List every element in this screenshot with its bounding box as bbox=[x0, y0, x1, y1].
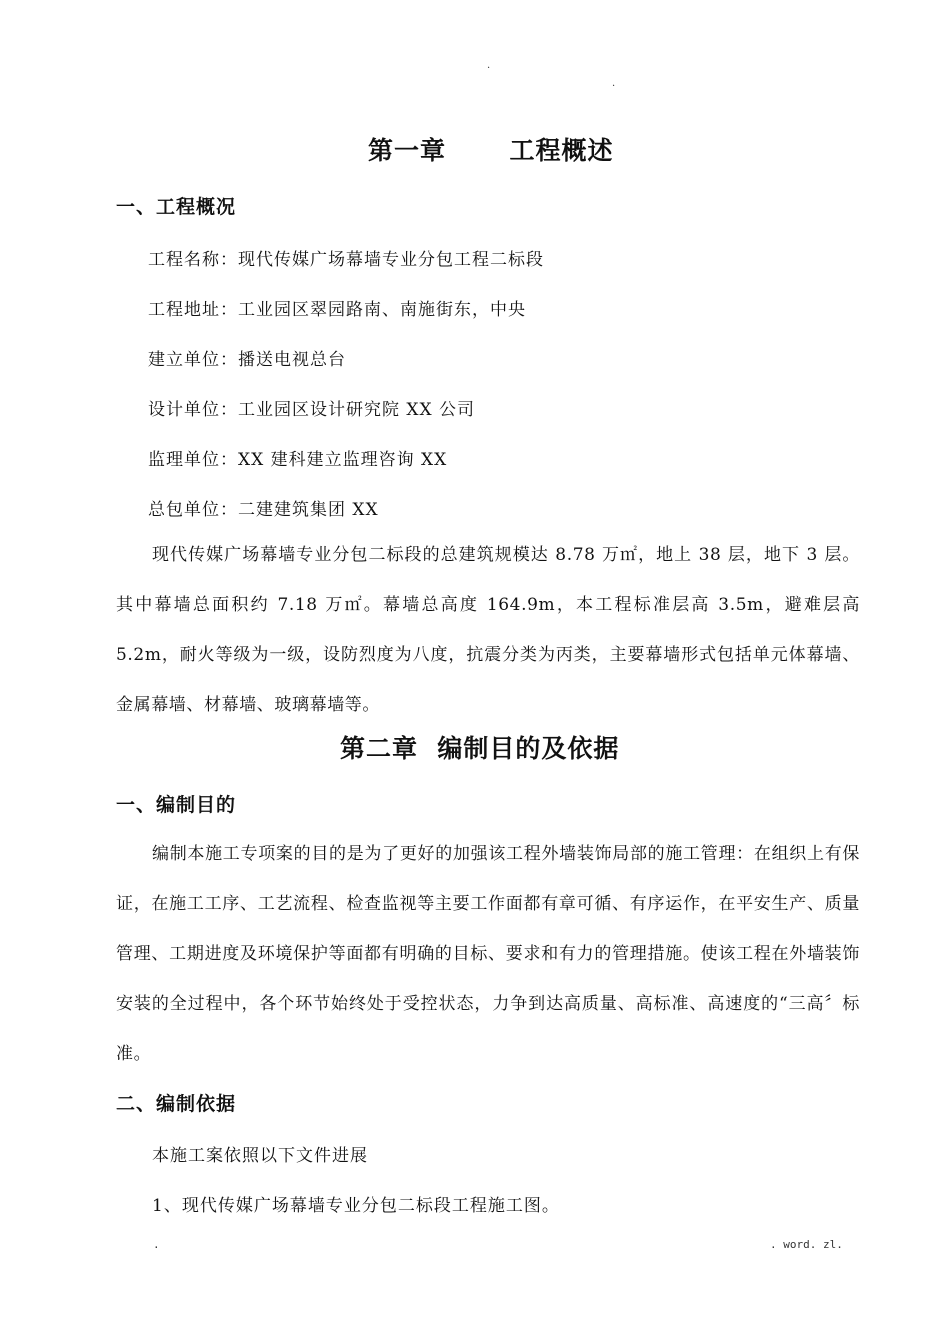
design-unit-line: 设计单位：工业园区设计研究院 XX 公司 bbox=[148, 400, 476, 420]
overview-paragraph: 现代传媒广场幕墙专业分包二标段的总建筑规模达 8.78 万㎡，地上 38 层，地下 3 层。其中幕墙总面积约 7.18 万㎡。幕墙总高度 164.9m，本工程标准层高 3.5m，避难层高 5.2m，耐火等级为一级，设防烈度为八度，抗震分类为丙类，主要幕墙形式包括单元体幕墙、金属幕墙、材幕墙、玻璃幕墙等。 bbox=[116, 545, 860, 715]
header-dot-right: . bbox=[612, 78, 616, 89]
section-overview-title: 一、工程概况 bbox=[116, 196, 237, 218]
chapter-1-label: 第一章 bbox=[368, 136, 447, 165]
owner-unit-line: 建立单位：播送电视总台 bbox=[148, 350, 346, 370]
chapter-2-heading: 第二章 编制目的及依据 bbox=[340, 734, 620, 763]
chapter-1-title: 工程概述 bbox=[509, 136, 614, 165]
supervision-unit-line: 监理单位：XX 建科建立监理咨询 XX bbox=[148, 450, 448, 470]
chapter-1-heading bbox=[368, 131, 613, 167]
project-address-line: 工程地址：工业园区翠园路南、南施街东，中央 bbox=[148, 300, 526, 320]
section-purpose-title: 一、编制目的 bbox=[116, 794, 237, 816]
footer-dot: . bbox=[153, 1238, 160, 1251]
section-basis-title: 二、编制依据 bbox=[116, 1093, 237, 1115]
basis-item-1: 1、现代传媒广场幕墙专业分包二标段工程施工图。 bbox=[152, 1196, 560, 1216]
general-contractor-line: 总包单位：二建建筑集团 XX bbox=[148, 500, 379, 520]
footer-watermark: . word. zl. bbox=[770, 1238, 843, 1251]
basis-intro: 本施工案依照以下文件进展 bbox=[152, 1146, 368, 1166]
purpose-paragraph: 编制本施工专项案的目的是为了更好的加强该工程外墙装饰局部的施工管理：在组织上有保证，在施工工序、工艺流程、检查监视等主要工作面都有章可循、有序运作，在平安生产、质量管理、工期进度及环境保护等面都有明确的目标、要求和有力的管理措施。使该工程在外墙装饰安装的全过程中，各个环节始终处于受控状态，力争到达高质量、高标准、高速度的“三高〞标准。 bbox=[116, 844, 860, 1064]
project-name-line: 工程名称：现代传媒广场幕墙专业分包工程二标段 bbox=[148, 250, 544, 270]
header-dot-left: . bbox=[487, 60, 491, 71]
